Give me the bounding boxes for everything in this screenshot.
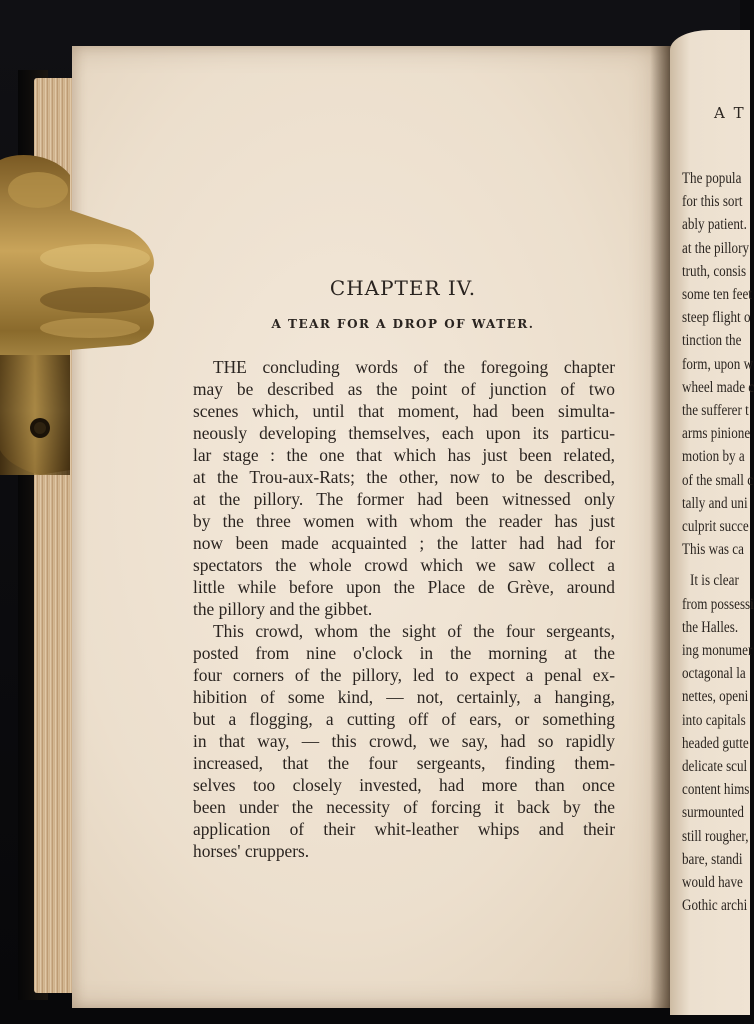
facing-page-line: It is clear bbox=[690, 572, 739, 590]
facing-page bbox=[670, 30, 754, 1015]
facing-page-line: for this sort bbox=[682, 193, 743, 211]
text-line: but a flogging, a cutting off of ears, or something bbox=[193, 709, 615, 729]
facing-page-line: This was ca bbox=[682, 541, 744, 559]
text-line: spectators the whole crowd which we saw collect a bbox=[193, 555, 615, 575]
text-line: four corners of the pillory, led to expect a penal ex- bbox=[193, 665, 615, 685]
facing-page-line: at the pillory bbox=[682, 239, 750, 257]
facing-page-line: nettes, openi bbox=[682, 688, 749, 706]
facing-page-line: content hims bbox=[682, 781, 750, 799]
text-line: little while before upon the Place de Grève, around bbox=[193, 577, 615, 597]
facing-page-line: from possessi bbox=[682, 595, 754, 613]
facing-page-header: A T bbox=[714, 104, 746, 122]
facing-page-line: of the small c bbox=[682, 471, 754, 489]
facing-page-line: arms pinione bbox=[682, 425, 751, 443]
facing-page-line: steep flight o bbox=[682, 309, 751, 327]
facing-page-line: surmounted bbox=[682, 804, 744, 822]
facing-page-line: still rougher, bbox=[682, 827, 749, 845]
facing-page-line: would have bbox=[682, 874, 743, 891]
facing-page-line: ably patient. bbox=[682, 216, 747, 234]
text-line: the pillory and the gibbet. bbox=[193, 599, 373, 619]
text-line: scenes which, until that moment, had been simulta- bbox=[193, 401, 615, 421]
text-line: THE concluding words of the foregoing chapter bbox=[213, 357, 615, 377]
text-line: This crowd, whom the sight of the four sergeants, bbox=[213, 621, 615, 641]
text-line: at the Trou-aux-Rats; the other, now to be described, bbox=[193, 467, 615, 487]
text-line: selves too closely invested, had more than once bbox=[193, 775, 615, 795]
paragraph-2 bbox=[193, 620, 615, 862]
facing-page-line: Gothic archi bbox=[682, 897, 748, 915]
facing-page-line: form, upon w bbox=[682, 355, 754, 373]
facing-page-line: delicate scul bbox=[682, 758, 748, 775]
facing-page-line: the Halles. bbox=[682, 618, 739, 636]
facing-page-line: tally and uni bbox=[682, 494, 748, 512]
text-line: by the three women with whom the reader has just bbox=[193, 511, 615, 531]
facing-page-line: wheel made c bbox=[682, 378, 754, 396]
brass-page-clip bbox=[0, 150, 160, 480]
text-line: hibition of some kind, — not, certainly, a hanging, bbox=[193, 687, 615, 707]
text-line: in that way, — this crowd, we say, had so rapidly bbox=[193, 731, 615, 751]
facing-page-line: the sufferer t bbox=[682, 402, 749, 419]
facing-page-line: tinction the bbox=[682, 332, 742, 350]
facing-page-line: ing monumer bbox=[682, 642, 753, 659]
facing-page-line: motion by a bbox=[682, 448, 745, 466]
chapter-subtitle: A TEAR FOR A DROP OF WATER. bbox=[271, 317, 535, 331]
text-line: application of their whit-leather whips and their bbox=[193, 819, 615, 839]
text-line: horses' cruppers. bbox=[193, 841, 310, 861]
facing-page-line: some ten feet bbox=[682, 286, 752, 303]
facing-page-line: octagonal la bbox=[682, 665, 746, 683]
facing-page-line: headed gutte bbox=[682, 734, 749, 752]
chapter-body bbox=[193, 356, 615, 862]
text-line: at the pillory. The former had been witnessed only bbox=[193, 489, 615, 509]
text-line: may be described as the point of junction of two bbox=[193, 379, 615, 399]
text-line: lar stage : the one that which has just been related, bbox=[193, 445, 615, 465]
paragraph-1 bbox=[193, 356, 615, 620]
chapter-title: CHAPTER IV. bbox=[329, 276, 477, 300]
text-line: posted from nine o'clock in the morning at the bbox=[193, 643, 615, 663]
facing-page-line: culprit succe bbox=[682, 518, 749, 535]
facing-page-line: into capitals bbox=[682, 711, 746, 729]
facing-page-line: The popula bbox=[682, 170, 742, 187]
facing-page-line: bare, standi bbox=[682, 850, 743, 868]
text-line: increased, that the four sergeants, finding them- bbox=[193, 753, 615, 773]
facing-page-line: truth, consis bbox=[682, 262, 747, 280]
text-line: now been made acquainted ; the latter had had for bbox=[193, 533, 615, 553]
text-line: been under the necessity of forcing it back by the bbox=[193, 797, 615, 817]
text-line: neously developing themselves, each upon its particu- bbox=[193, 423, 615, 443]
